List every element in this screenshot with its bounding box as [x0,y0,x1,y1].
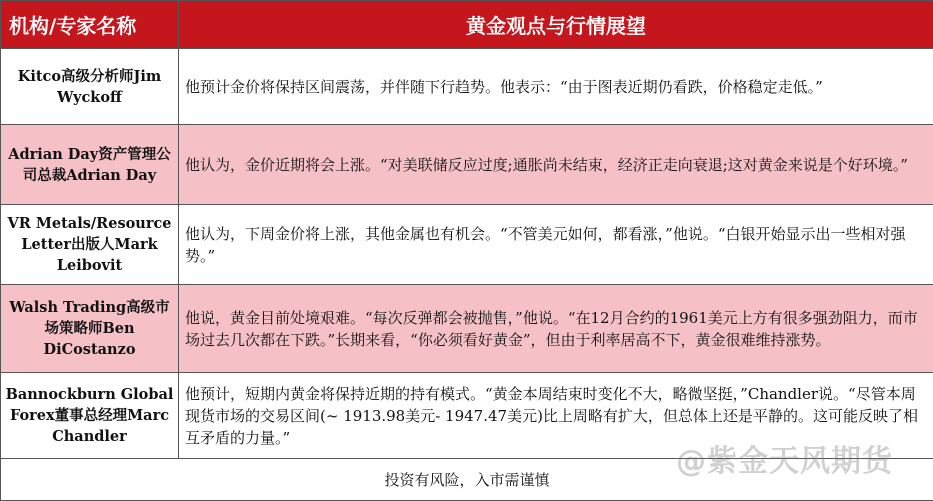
table-row [1,205,933,285]
footer-row [1,459,933,501]
header-org: 机构/专家名称 [1,1,179,49]
table-row [1,373,933,459]
watermark: @紫金天风期货 [676,436,893,480]
gold-view: 他预计金价将保持区间震荡，并伴随下行趋势。他表示：“由于图表近期仍看跌，价格稳定走低。” [179,49,933,125]
org-name: Adrian Day资产管理公司总裁Adrian Day [1,125,179,205]
gold-view: 他认为，下周金价将上涨，其他金属也有机会。“不管美元如何，都看涨，”他说。“白银开始显示出一些相对强势。” [179,205,933,285]
risk-disclaimer: 投资有风险，入市需谨慎 [1,459,933,501]
table-row [1,125,933,205]
org-name: Walsh Trading高级市场策略师Ben DiCostanzo [1,285,179,373]
header-view: 黄金观点与行情展望 [179,1,933,49]
table-header-row [1,1,933,49]
gold-view: 他认为，金价近期将会上涨。“对美联储反应过度;通胀尚未结束，经济正走向衰退;这对黄金来说是个好环境。” [179,125,933,205]
gold-view: 他说，黄金目前处境艰难。“每次反弹都会被抛售，”他说。“在12月合约的1961美元上方有很多强劲阻力，而市场过去几次都在下跌。”长期来看，“你必须看好黄金”，但由于利率居高不下，黄金很难维持涨势。 [179,285,933,373]
table-row [1,49,933,125]
table-row [1,285,933,373]
org-name: Kitco高级分析师Jim Wyckoff [1,49,179,125]
org-name: Bannockburn Global Forex董事总经理Marc Chandler [1,373,179,459]
org-name: VR Metals/Resource Letter出版人Mark Leibovit [1,205,179,285]
gold-view: 他预计，短期内黄金将保持近期的持有模式。“黄金本周结束时变化不大，略微坚挺，”Chandler说。“尽管本周现货市场的交易区间(~ 1913.98美元- 1947.47美元)比上周略有扩大，但总体上还是平静的。这可能反映了相互矛盾的力量。” [179,373,933,459]
